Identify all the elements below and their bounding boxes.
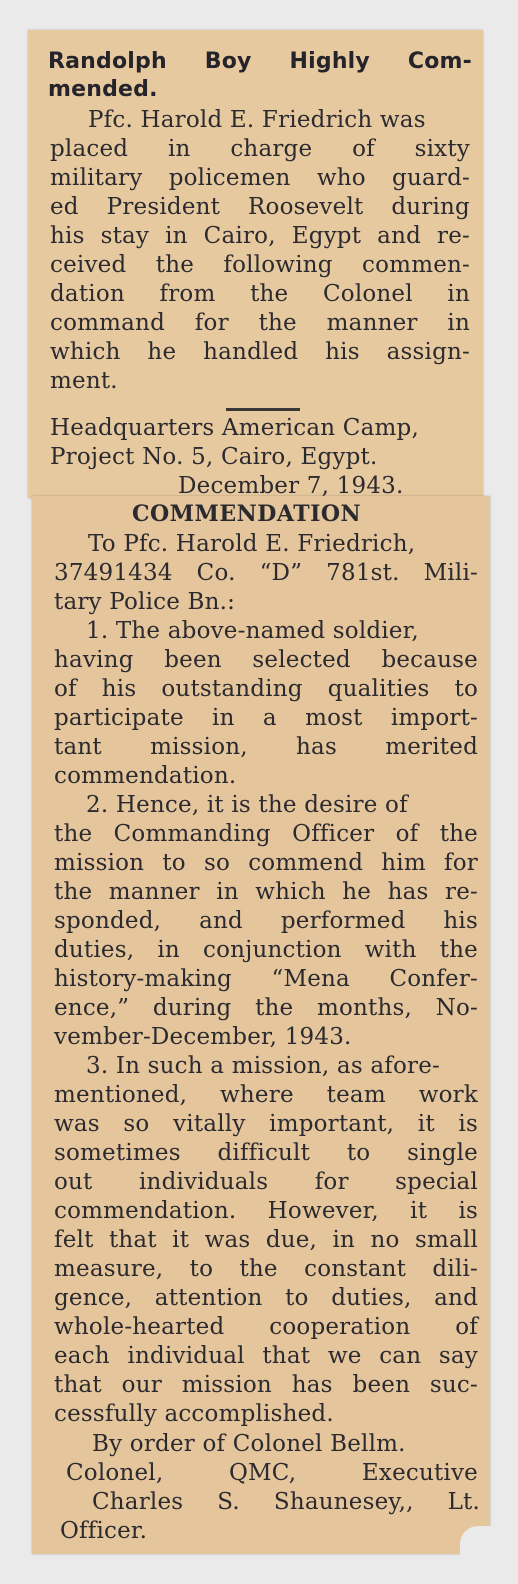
body-line-27: gence, attention to duties, and (54, 1285, 478, 1311)
body-line-11: the Commanding Officer of the (54, 821, 478, 847)
signature-line-3: Charles S. Shaunesey,, Lt. (92, 1489, 480, 1515)
dateline-date: December 7, 1943. (178, 473, 404, 499)
body-line-22: sometimes difficult to single (54, 1140, 478, 1166)
body-line-8: tant mission, has merited (54, 734, 478, 760)
body-line-3: tary Police Bn.: (54, 589, 236, 615)
body-line-15: duties, in conjunction with the (54, 937, 478, 963)
body-line-6: of his outstanding qualities to (54, 676, 478, 702)
body-line-26: measure, to the constant dili- (54, 1256, 478, 1282)
body-line-5: having been selected because (54, 647, 478, 673)
body-line-20: mentioned, where team work (54, 1082, 478, 1108)
body-line-9: commendation. (54, 763, 237, 789)
body-line-25: felt that it was due, in no small (54, 1227, 478, 1253)
intro-line-10: ment. (50, 368, 118, 394)
dateline-line-1: Headquarters American Camp, (50, 415, 419, 441)
commendation-heading: COMMENDATION (132, 501, 362, 527)
body-line-29: each individual that we can say (54, 1343, 478, 1369)
body-line-10: 2. Hence, it is the desire of (86, 792, 408, 818)
body-line-4: 1. The above-named soldier, (86, 618, 419, 644)
intro-line-5: his stay in Cairo, Egypt and re- (50, 223, 470, 249)
body-line-12: mission to so commend him for (54, 850, 478, 876)
body-line-21: was so vitally important, it is (54, 1111, 478, 1137)
body-line-18: vember-December, 1943. (54, 1024, 352, 1050)
body-line-16: history-making “Mena Confer- (54, 966, 478, 992)
body-line-1: To Pfc. Harold E. Friedrich, (88, 531, 416, 557)
body-line-17: ence,” during the months, No- (54, 995, 478, 1021)
body-line-19: 3. In such a mission, as afore- (86, 1053, 440, 1079)
intro-line-1: Pfc. Harold E. Friedrich was (88, 107, 426, 133)
dateline-line-2: Project No. 5, Cairo, Egypt. (50, 444, 378, 470)
signature-line-1: By order of Colonel Bellm. (92, 1431, 406, 1457)
body-line-7: participate in a most import- (54, 705, 478, 731)
intro-line-4: ed President Roosevelt during (50, 194, 470, 220)
section-rule (226, 408, 300, 411)
intro-line-2: placed in charge of sixty (50, 136, 470, 162)
headline-line-2: mended. (48, 77, 158, 102)
body-line-24: commendation. However, it is (54, 1198, 478, 1224)
body-line-14: sponded, and performed his (54, 908, 478, 934)
signature-line-2: Colonel, QMC, Executive (66, 1460, 478, 1486)
intro-line-6: ceived the following commen- (50, 252, 470, 278)
intro-line-9: which he handled his assign- (50, 339, 470, 365)
body-line-23: out individuals for special (54, 1169, 478, 1195)
body-line-31: cessfully accomplished. (54, 1401, 334, 1427)
body-line-30: that our mission has been suc- (54, 1372, 478, 1398)
signature-line-4: Officer. (60, 1518, 148, 1544)
intro-line-3: military policemen who guard- (50, 165, 470, 191)
intro-line-7: dation from the Colonel in (50, 281, 470, 307)
intro-line-8: command for the manner in (50, 310, 470, 336)
headline-line-1: Randolph Boy Highly Com- (48, 49, 472, 74)
body-line-28: whole-hearted cooperation of (54, 1314, 478, 1340)
body-line-2: 37491434 Co. “D” 781st. Mili- (54, 560, 478, 586)
body-line-13: the manner in which he has re- (54, 879, 478, 905)
